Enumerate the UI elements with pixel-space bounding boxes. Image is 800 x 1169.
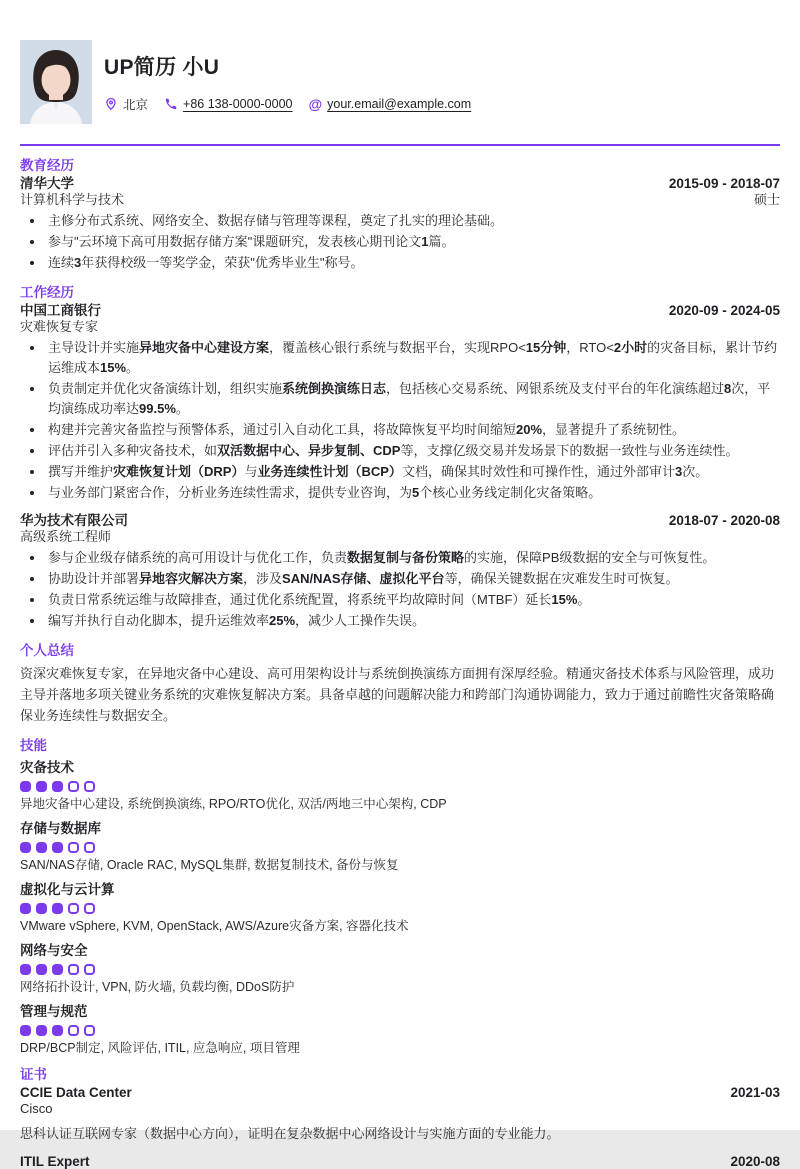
summary-title: 个人总结 xyxy=(20,643,74,658)
section-experience xyxy=(0,285,800,631)
skill-dot-filled xyxy=(20,842,31,853)
entry-bullets xyxy=(20,211,780,273)
phone-icon xyxy=(164,97,178,111)
skill-dot-empty xyxy=(68,781,79,792)
skill-dot-filled xyxy=(36,964,47,975)
skill-item xyxy=(20,821,780,872)
skill-dot-empty xyxy=(84,1025,95,1036)
section-skills xyxy=(0,738,800,1055)
entry-degree: 硕士 xyxy=(753,192,780,207)
skill-dot-empty xyxy=(68,1025,79,1036)
summary-text: 资深灾难恢复专家，在异地灾备中心建设、高可用架构设计与系统倒换演练方面拥有深厚经验。精通灾备技术体系与风险管理，成功主导并落地多项关键业务系统的灾难恢复解决方案。具备卓越的问题解决能力和跨部门沟通协调能力，致力于通过前瞻性灾备策略确保业务连续性与数据安全。 xyxy=(20,666,775,723)
entry-head xyxy=(20,176,780,191)
entry-bullet: 编写并执行自动化脚本，提升运维效率25%，减少人工操作失误。 xyxy=(20,611,780,631)
skills-list xyxy=(20,760,780,1055)
skill-detail: 异地灾备中心建设, 系统倒换演练, RPO/RTO优化, 双活/两地三中心架构, CDP xyxy=(20,797,447,811)
skill-dot-filled xyxy=(36,781,47,792)
profile-photo-illustration xyxy=(20,40,92,124)
entry-bullet: 协助设计并部署异地容灾解决方案，涉及SAN/NAS存储、虚拟化平台等，确保关键数据在灾难发生时可恢复。 xyxy=(20,569,780,589)
entry-bullet: 主修分布式系统、网络安全、数据存储与管理等课程，奠定了扎实的理论基础。 xyxy=(20,211,780,231)
skill-level-dots xyxy=(20,781,780,792)
entry-subhead xyxy=(20,193,780,207)
skill-dot-empty xyxy=(84,781,95,792)
entry-bullet: 评估并引入多种灾备技术，如双活数据中心、异步复制、CDP等，支撑亿级交易并发场景下的数据一致性与业务连续性。 xyxy=(20,441,780,461)
entry-organization: 清华大学 xyxy=(20,176,74,191)
skill-name: 存储与数据库 xyxy=(20,821,101,836)
entry-bullet: 负责制定并优化灾备演练计划，组织实施系统倒换演练日志，包括核心交易系统、网银系统及支付平台的年化演练超过8次，平均演练成功率达99.5%。 xyxy=(20,379,780,419)
skill-name: 管理与规范 xyxy=(20,1004,88,1019)
experience-entries xyxy=(20,303,780,631)
entry-organization: 华为技术有限公司 xyxy=(20,513,128,528)
education-entries xyxy=(20,176,780,273)
certificate-head xyxy=(20,1085,780,1100)
certificate-date: 2021-03 xyxy=(730,1085,780,1100)
skill-dot-empty xyxy=(84,903,95,914)
entry-bullets xyxy=(20,548,780,631)
entry-subhead xyxy=(20,530,780,544)
header-divider xyxy=(20,144,780,146)
entry-role: 高级系统工程师 xyxy=(20,529,112,544)
email-link[interactable] xyxy=(309,97,472,111)
entry-role: 计算机科学与技术 xyxy=(20,192,125,207)
entry-date: 2018-07 - 2020-08 xyxy=(668,513,780,528)
location-pin-icon xyxy=(104,97,118,111)
skill-dot-empty xyxy=(84,964,95,975)
section-education xyxy=(0,158,800,273)
location-item xyxy=(104,95,148,113)
skill-detail: VMware vSphere, KVM, OpenStack, AWS/Azure灾备方案, 容器化技术 xyxy=(20,919,409,933)
profile-photo xyxy=(20,40,92,124)
skill-level-dots xyxy=(20,964,780,975)
skill-dot-empty xyxy=(68,964,79,975)
entry-bullet: 与业务部门紧密合作，分析业务连续性需求，提供专业咨询，为5个核心业务线定制化灾备策略。 xyxy=(20,483,780,503)
skill-dot-filled xyxy=(20,964,31,975)
certificate-date: 2020-08 xyxy=(730,1154,780,1169)
contact-row xyxy=(104,95,471,113)
skill-dot-filled xyxy=(20,1025,31,1036)
entry-organization: 中国工商银行 xyxy=(20,303,101,318)
phone-text: +86 138-0000-0000 xyxy=(183,97,293,111)
certificates-title: 证书 xyxy=(20,1067,47,1082)
skill-level-dots xyxy=(20,842,780,853)
resume-header xyxy=(0,0,800,124)
entry-date: 2020-09 - 2024-05 xyxy=(668,303,780,318)
email-text: your.email@example.com xyxy=(327,97,472,111)
skill-detail: 网络拓扑设计, VPN, 防火墙, 负载均衡, DDoS防护 xyxy=(20,980,295,994)
entry-date: 2015-09 - 2018-07 xyxy=(668,176,780,191)
skill-dot-filled xyxy=(52,1025,63,1036)
location-text: 北京 xyxy=(123,98,149,112)
section-certificates xyxy=(0,1067,800,1169)
skill-dot-filled xyxy=(52,964,63,975)
certificate-name: CCIE Data Center xyxy=(20,1085,132,1100)
certificates-list xyxy=(20,1085,780,1169)
entry-bullet: 负责日常系统运维与故障排查，通过优化系统配置，将系统平均故障时间（MTBF）延长15%。 xyxy=(20,590,780,610)
entry-bullet: 连续3年获得校级一等奖学金，荣获"优秀毕业生"称号。 xyxy=(20,253,780,273)
skill-name: 虚拟化与云计算 xyxy=(20,882,115,897)
entry-bullets xyxy=(20,338,780,503)
resume-entry xyxy=(20,303,780,503)
resume-entry xyxy=(20,176,780,273)
entry-subhead xyxy=(20,320,780,334)
entry-head xyxy=(20,513,780,528)
skill-dot-filled xyxy=(20,781,31,792)
skill-dot-empty xyxy=(84,842,95,853)
skill-dot-filled xyxy=(52,842,63,853)
skill-dot-empty xyxy=(68,842,79,853)
entry-head xyxy=(20,303,780,318)
skill-dot-empty xyxy=(68,903,79,914)
certificate-head xyxy=(20,1154,780,1169)
skill-dot-filled xyxy=(52,781,63,792)
skill-level-dots xyxy=(20,1025,780,1036)
certificate-entry xyxy=(20,1085,780,1144)
skill-detail: DRP/BCP制定, 风险评估, ITIL, 应急响应, 项目管理 xyxy=(20,1041,300,1055)
skill-item xyxy=(20,1004,780,1055)
certificate-entry xyxy=(20,1154,780,1169)
certificate-name: ITIL Expert xyxy=(20,1154,90,1169)
skills-title: 技能 xyxy=(20,738,47,753)
resume-entry xyxy=(20,513,780,631)
entry-bullet: 主导设计并实施异地灾备中心建设方案，覆盖核心银行系统与数据平台，实现RPO<15分钟，RTO<2小时的灾备目标，累计节约运维成本15%。 xyxy=(20,338,780,378)
at-sign-icon: @ xyxy=(308,96,323,112)
candidate-name: UP简历 小U xyxy=(104,56,220,79)
phone-link[interactable] xyxy=(164,97,292,111)
entry-bullet: 参与企业级存储系统的高可用设计与优化工作，负责数据复制与备份策略的实施，保障PB级数据的安全与可恢复性。 xyxy=(20,548,780,568)
education-title: 教育经历 xyxy=(20,158,74,173)
entry-role: 灾难恢复专家 xyxy=(20,319,99,334)
skill-item xyxy=(20,882,780,933)
entry-bullet: 撰写并维护灾难恢复计划（DRP）与业务连续性计划（BCP）文档，确保其时效性和可操作性，通过外部审计3次。 xyxy=(20,462,780,482)
section-summary xyxy=(0,643,800,726)
skill-dot-filled xyxy=(20,903,31,914)
skill-detail: SAN/NAS存储, Oracle RAC, MySQL集群, 数据复制技术, 备份与恢复 xyxy=(20,858,399,872)
entry-bullet: 参与"云环境下高可用数据存储方案"课题研究，发表核心期刊论文1篇。 xyxy=(20,232,780,252)
header-info xyxy=(92,40,471,113)
skill-dot-filled xyxy=(36,903,47,914)
entry-bullet: 构建并完善灾备监控与预警体系，通过引入自动化工具，将故障恢复平均时间缩短20%，显著提升了系统韧性。 xyxy=(20,420,780,440)
skill-item xyxy=(20,760,780,811)
skill-item xyxy=(20,943,780,994)
skill-name: 灾备技术 xyxy=(20,760,74,775)
experience-title: 工作经历 xyxy=(20,285,74,300)
certificate-issuer: Cisco xyxy=(20,1101,53,1116)
skill-name: 网络与安全 xyxy=(20,943,88,958)
skill-dot-filled xyxy=(36,842,47,853)
certificate-description: 思科认证互联网专家（数据中心方向），证明在复杂数据中心网络设计与实施方面的专业能力。 xyxy=(20,1126,560,1141)
skill-level-dots xyxy=(20,903,780,914)
skill-dot-filled xyxy=(52,903,63,914)
skill-dot-filled xyxy=(36,1025,47,1036)
